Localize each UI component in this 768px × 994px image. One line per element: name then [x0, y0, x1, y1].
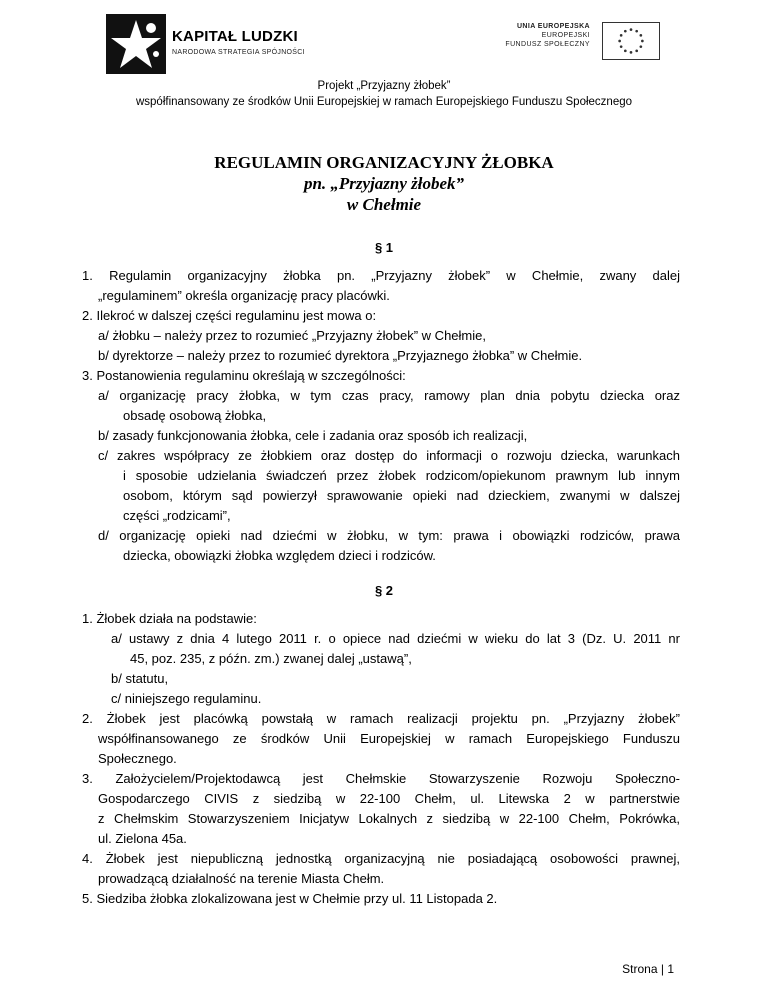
s1-line: a/ żłobku – należy przez to rozumieć „Przyjazny żłobek” w Chełmie,	[98, 328, 486, 343]
s2-line: 45, poz. 235, z późn. zm.) zwanej dalej „ustawą”,	[130, 651, 412, 666]
s1-line: części „rodzicami”,	[123, 508, 231, 523]
eu-line-3: FUNDUSZ SPOŁECZNY	[505, 41, 590, 48]
document-subtitle: pn. „Przyjazny żłobek”	[303, 174, 465, 193]
s2-line: 3. Założycielem/Projektodawcą jest Chełmskie Stowarzyszenie Rozwoju Społeczno-	[82, 771, 680, 786]
s1-line: i sposobie udzielania świadczeń przez żłobek rodzicom/opiekunom prawnym lub innym	[123, 468, 680, 483]
s2-line: c/ niniejszego regulaminu.	[111, 691, 262, 706]
s1-line: 2. Ilekroć w dalszej części regulaminu jest mowa o:	[82, 308, 377, 323]
page-number: Strona | 1	[622, 962, 674, 976]
s2-line: Społecznego.	[98, 751, 177, 766]
s1-line: b/ zasady funkcjonowania żłobka, cele i zadania oraz sposób ich realizacji,	[98, 428, 528, 443]
s1-line: osobom, którym sąd powierzył sprawowanie opieki nad dzieckiem, zwanymi w dalszej	[123, 488, 680, 503]
s2-line: Gospodarczego CIVIS z siedzibą w 22-100 Chełm, ul. Litewska 2 w partnerstwie	[98, 791, 680, 806]
s1-line: a/ organizację pracy żłobka, w tym czas pracy, ramowy plan dnia pobytu dziecka oraz	[98, 388, 680, 403]
kapital-ludzki-subtitle: NARODOWA STRATEGIA SPÓJNOŚCI	[172, 49, 305, 56]
project-name: Projekt „Przyjazny żłobek”	[317, 80, 451, 92]
s1-line: dziecka, obowiązki żłobka względem dzieci i rodziców.	[123, 548, 436, 563]
s2-line: a/ ustawy z dnia 4 lutego 2011 r. o opiece nad dziećmi w wieku do lat 3 (Dz. U. 2011 nr	[111, 631, 680, 646]
kapital-ludzki-title: KAPITAŁ LUDZKI	[172, 28, 298, 45]
eu-flag-icon	[602, 22, 660, 60]
kapital-ludzki-star-icon	[106, 14, 166, 74]
eu-logo	[480, 22, 660, 62]
s2-line: z Chełmskim Stowarzyszeniem Inicjatyw Lokalnych z siedzibą w 22-100 Chełm, Pokrówka,	[98, 811, 680, 826]
s1-line: „regulaminem” określa organizację pracy placówki.	[98, 288, 390, 303]
s1-line: d/ organizację opieki nad dziećmi w żłobku, w tym: prawa i obowiązki rodziców, prawa	[98, 528, 680, 543]
s1-line: c/ zakres współpracy ze żłobkiem oraz dostęp do informacji o rozwoju dziecka, warunkach	[98, 448, 680, 463]
s2-line: 5. Siedziba żłobka zlokalizowana jest w Chełmie przy ul. 11 Listopada 2.	[82, 891, 498, 906]
s1-line: b/ dyrektorze – należy przez to rozumieć dyrektora „Przyjaznego żłobka” w Chełmie.	[98, 348, 583, 363]
s2-line: współfinansowanego ze środków Unii Europejskiej w ramach Europejskiego Funduszu	[98, 731, 680, 746]
section-1-heading: § 1	[374, 240, 394, 255]
s2-line: prowadzącą działalność na terenie Miasta Chełm.	[98, 871, 385, 886]
eu-line-2: EUROPEJSKI	[541, 32, 590, 39]
s2-line: b/ statutu,	[111, 671, 169, 686]
eu-logo-text	[505, 22, 590, 49]
cofinancing-note: współfinansowany ze środków Unii Europejskiej w ramach Europejskiego Funduszu Społecznego	[135, 96, 633, 108]
s1-line: 1. Regulamin organizacyjny żłobka pn. „Przyjazny żłobek” w Chełmie, zwany dalej	[82, 268, 680, 283]
s1-line: 3. Postanowienia regulaminu określają w szczególności:	[82, 368, 406, 383]
section-2-heading: § 2	[374, 583, 394, 598]
document-location: w Chełmie	[346, 195, 422, 214]
s2-line: 2. Żłobek jest placówką powstałą w ramach realizacji projektu pn. „Przyjazny żłobek”	[82, 711, 680, 726]
kapital-ludzki-logo	[106, 14, 306, 74]
s1-line: obsadę osobową żłobka,	[123, 408, 267, 423]
s2-line: 4. Żłobek jest niepubliczną jednostką organizacyjną nie posiadającą osobowości prawnej,	[82, 851, 680, 866]
s2-line: 1. Żłobek działa na podstawie:	[82, 611, 257, 626]
document-title: REGULAMIN ORGANIZACYJNY ŻŁOBKA	[214, 153, 554, 172]
s2-line: ul. Zielona 45a.	[98, 831, 187, 846]
eu-line-1: UNIA EUROPEJSKA	[516, 23, 590, 30]
